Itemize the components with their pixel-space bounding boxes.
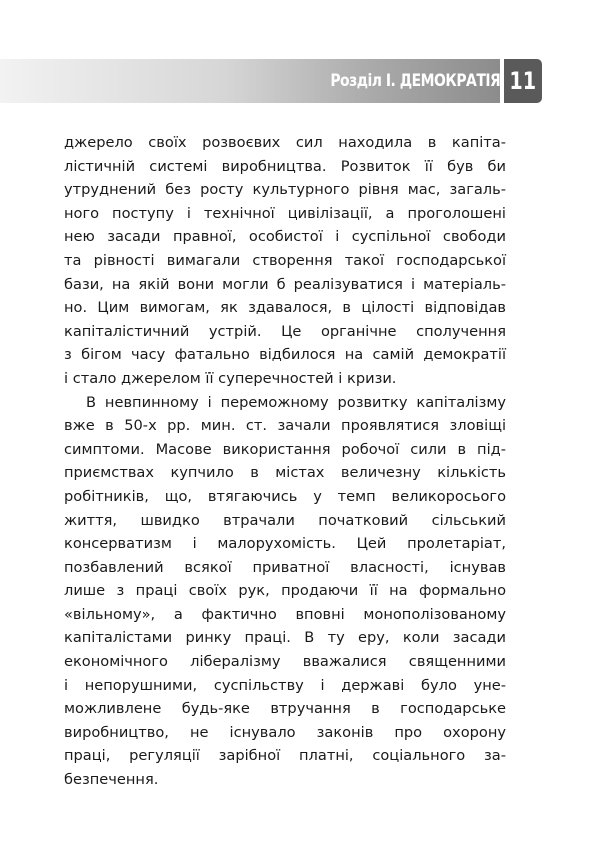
- text-line: бази, на якій вони могли б реалізуватися і матеріаль-: [64, 275, 506, 293]
- text-line: з бігом часу фатально відбилося на самій демократії: [64, 346, 506, 364]
- paragraph-1: [64, 131, 506, 391]
- page-number-box: [504, 59, 542, 103]
- text-line: робітників, що, втягаючись у темп великоросього: [64, 487, 506, 505]
- page-number: 11: [509, 67, 537, 95]
- text-line: «вільному», а фактично вповні монополізованому: [64, 605, 506, 623]
- text-line: позбавлений всякої приватної власності, існував: [64, 558, 506, 576]
- text-line: ного поступу і технічної цивілізації, а проголошені: [64, 204, 506, 222]
- text-line: життя, швидко втрачали початковий сільський: [64, 511, 506, 529]
- text-line: лістичній системі виробництва. Розвиток її був би: [64, 157, 506, 175]
- text-line: і непорушними, суспільству і державі було уне-: [64, 676, 506, 694]
- text-line: можливлене будь-яке втручання в господарське: [64, 700, 506, 718]
- paragraph-2: [64, 391, 506, 792]
- text-line: лише з праці своїх рук, продаючи її на формально: [64, 582, 506, 600]
- text-line: приємствах купчило в містах величезну кількість: [64, 464, 506, 482]
- text-line: нею засади правної, особистої і суспільної свободи: [64, 228, 506, 246]
- text-line: симптоми. Масове використання робочої сили в під-: [64, 440, 506, 458]
- text-line: В невпинному і переможному розвитку капіталізму: [86, 393, 506, 411]
- text-line: консерватизм і малорухомість. Цей пролетаріат,: [64, 535, 506, 553]
- text-line: економічного лібералізму вважалися священними: [64, 653, 506, 671]
- text-line: та рівності вимагали створення такої господарської: [64, 251, 506, 269]
- text-line: безпечення.: [64, 771, 159, 789]
- text-line: утруднений без росту культурного рівня мас, загаль-: [64, 181, 506, 199]
- section-title: Розділ І. ДЕМОКРАТІЯ: [330, 71, 500, 91]
- text-line: но. Цим вимогам, як здавалося, в цілості відповідав: [64, 299, 506, 317]
- text-line: і стало джерелом її суперечностей і кризи.: [64, 369, 397, 387]
- text-line: капіталістами ринку праці. В ту еру, коли засади: [64, 629, 506, 647]
- body-text: [64, 131, 506, 792]
- text-line: праці, регуляції зарібної платні, соціального за-: [64, 747, 506, 765]
- text-line: виробництво, не існувало законів про охорону: [64, 723, 506, 741]
- text-line: джерело своїх розвоєвих сил находила в капіта-: [64, 134, 506, 151]
- text-line: капіталістичний устрій. Це органічне сполучення: [64, 322, 506, 340]
- text-line: вже в 50-х рр. мин. ст. зачали проявлятися зловіщі: [64, 417, 506, 435]
